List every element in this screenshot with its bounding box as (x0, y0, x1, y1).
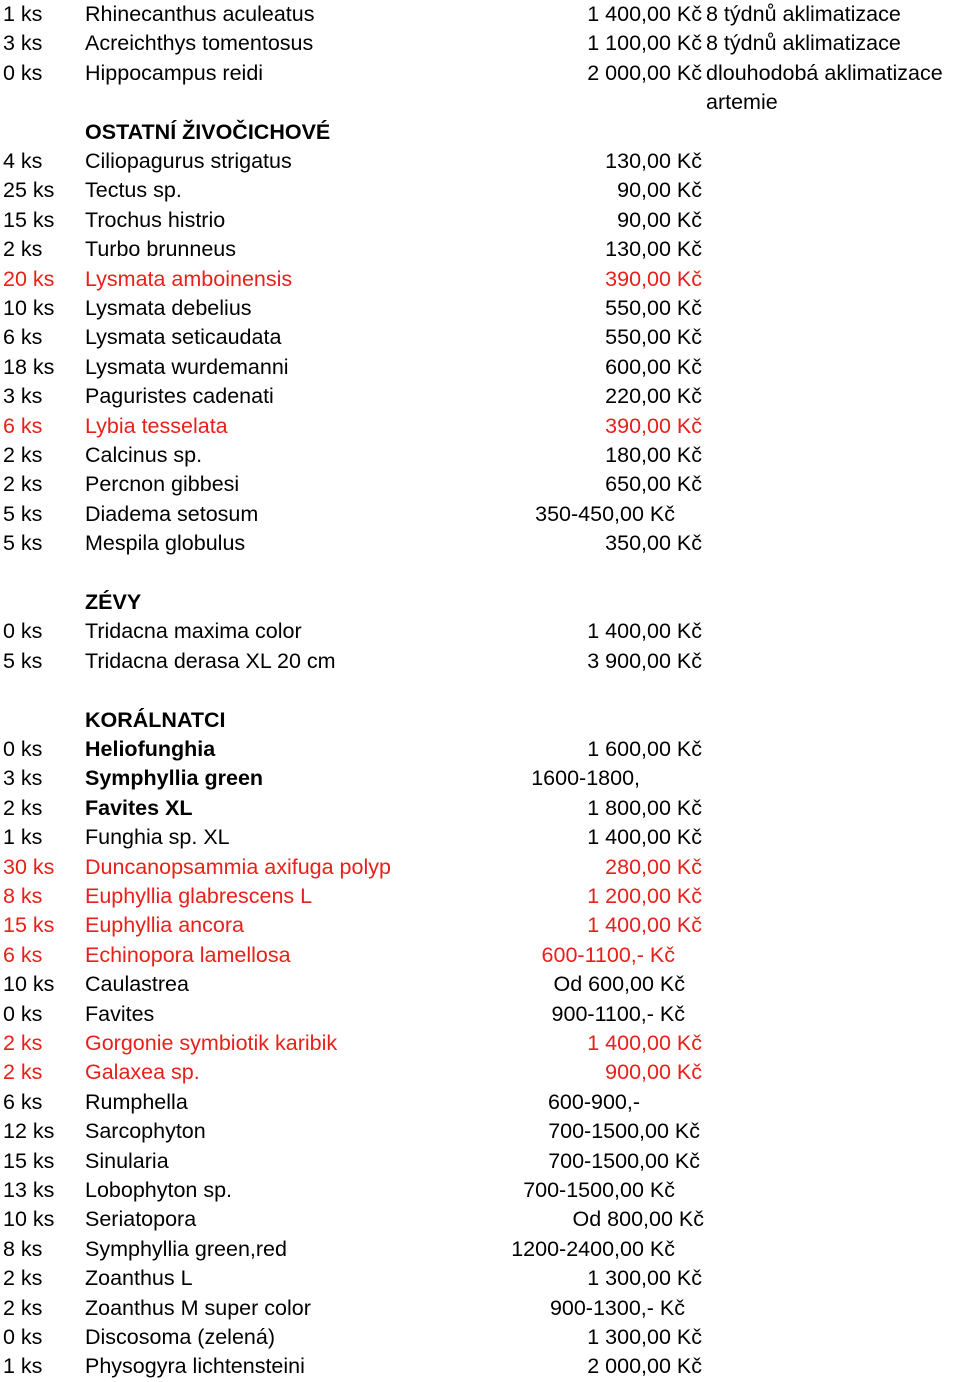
price-cell: 600-900,- (547, 1089, 640, 1114)
product-name-cell: Funghia sp. XL (85, 825, 230, 850)
product-name-cell: Echinopora lamellosa (85, 942, 291, 967)
product-name-cell: Sinularia (85, 1148, 169, 1173)
product-name-cell: Lysmata amboinensis (85, 266, 293, 291)
price-list-row (0, 323, 960, 352)
product-name-cell: Euphyllia ancora (85, 913, 244, 938)
price-cell: 1 400,00 Kč (587, 619, 702, 644)
product-name-cell: Mespila globulus (85, 531, 246, 556)
price-cell: 1600-1800, (531, 766, 640, 791)
price-list-row (0, 853, 960, 882)
price-list-row (0, 1264, 960, 1293)
price-cell: 550,00 Kč (605, 325, 702, 350)
product-name-cell: Ciliopagurus strigatus (85, 149, 292, 173)
price-list-row (0, 882, 960, 911)
product-name-cell: Lysmata debelius (85, 296, 252, 320)
quantity-cell: 4 ks (3, 149, 43, 173)
price-cell: 700-1500,00 Kč (523, 1178, 675, 1202)
quantity-cell: 6 ks (3, 942, 43, 967)
product-name-cell: Rumphella (85, 1089, 188, 1114)
section-heading-row (0, 588, 960, 617)
price-cell: 1 300,00 Kč (587, 1325, 702, 1349)
product-name-cell: Zoanthus L (85, 1266, 193, 1291)
price-list-row (0, 1205, 960, 1234)
quantity-cell: 2 ks (3, 1295, 43, 1320)
quantity-cell: 13 ks (3, 1178, 55, 1202)
product-name-cell: Physogyra lichtensteini (85, 1354, 305, 1379)
quantity-cell: 1 ks (3, 825, 43, 850)
price-list-row (0, 235, 960, 264)
price-cell: 130,00 Kč (605, 149, 702, 173)
quantity-cell: 0 ks (3, 1325, 43, 1349)
price-cell: 600-1100,- Kč (541, 942, 675, 967)
quantity-cell: 3 ks (3, 766, 43, 791)
product-name-cell: Heliofunghia (85, 737, 216, 761)
product-name-cell: Caulastrea (85, 972, 189, 997)
price-cell: 1 300,00 Kč (587, 1266, 702, 1291)
quantity-cell: 25 ks (3, 178, 55, 203)
price-cell: 700-1500,00 Kč (548, 1148, 700, 1173)
product-name-cell: Favites XL (85, 795, 193, 820)
price-cell: 1 600,00 Kč (587, 737, 702, 761)
quantity-cell: 2 ks (3, 1266, 43, 1291)
product-name-cell: Symphyllia green (85, 766, 264, 791)
price-list-row (0, 735, 960, 764)
price-list-row (0, 29, 960, 58)
price-list-row (0, 1117, 960, 1146)
quantity-cell: 2 ks (3, 1060, 43, 1085)
price-cell: 390,00 Kč (605, 413, 702, 438)
price-list-row (0, 1176, 960, 1205)
price-list-row (0, 617, 960, 646)
price-cell: 3 900,00 Kč (587, 648, 702, 673)
price-list-row (0, 941, 960, 970)
price-list-row (0, 353, 960, 382)
note-cell: dlouhodobá aklimatizace (706, 60, 943, 85)
note-cell: 8 týdnů aklimatizace (706, 31, 901, 56)
price-list-row (0, 1088, 960, 1117)
price-cell: 1 800,00 Kč (587, 795, 702, 820)
price-cell: 1 400,00 Kč (587, 825, 702, 850)
product-name-cell: Lybia tesselata (85, 413, 228, 438)
price-cell: 900-1300,- Kč (549, 1295, 685, 1320)
product-name-cell: Galaxea sp. (85, 1060, 200, 1085)
product-name-cell: Duncanopsammia axifuga polyp (85, 854, 391, 879)
price-list-row (0, 1029, 960, 1058)
price-list-row (0, 206, 960, 235)
price-cell: 1 400,00 Kč (587, 913, 702, 938)
quantity-cell: 6 ks (3, 413, 43, 438)
product-name-cell: Acreichthys tomentosus (85, 31, 314, 56)
price-cell: 350-450,00 Kč (535, 501, 675, 526)
quantity-cell: 8 ks (3, 884, 43, 908)
product-name-cell: Zoanthus M super color (85, 1295, 311, 1320)
price-cell: 1 400,00 Kč (587, 2, 702, 26)
quantity-cell: 2 ks (3, 443, 43, 467)
price-list-row (0, 1058, 960, 1087)
price-list-row (0, 500, 960, 529)
price-cell: 600,00 Kč (605, 354, 702, 379)
quantity-cell: 30 ks (3, 854, 55, 879)
price-list-row (0, 176, 960, 205)
price-cell: Od 800,00 Kč (572, 1207, 704, 1232)
quantity-cell: 3 ks (3, 31, 43, 56)
quantity-cell: 15 ks (3, 1148, 55, 1173)
section-heading: KORÁLNATCI (85, 707, 226, 732)
product-name-cell: Trochus histrio (85, 207, 226, 232)
price-cell: 700-1500,00 Kč (548, 1119, 700, 1144)
quantity-cell: 0 ks (3, 737, 43, 761)
product-name-cell: Calcinus sp. (85, 443, 203, 467)
quantity-cell: 0 ks (3, 60, 43, 85)
quantity-cell: 12 ks (3, 1119, 55, 1144)
price-list-row (0, 147, 960, 176)
product-name-cell: Sarcophyton (85, 1119, 206, 1144)
price-list-row (0, 294, 960, 323)
product-name-cell: Diadema setosum (85, 501, 259, 526)
price-list-row (0, 764, 960, 793)
quantity-cell: 15 ks (3, 913, 55, 938)
product-name-cell: Lysmata seticaudata (85, 325, 282, 350)
product-name-cell: Turbo brunneus (85, 237, 236, 262)
price-cell: 180,00 Kč (605, 443, 702, 467)
price-cell: 900,00 Kč (605, 1060, 702, 1085)
quantity-cell: 10 ks (3, 972, 55, 997)
section-heading-row (0, 706, 960, 735)
price-cell: 650,00 Kč (605, 472, 702, 497)
price-cell: 90,00 Kč (617, 207, 702, 232)
quantity-cell: 0 ks (3, 619, 43, 644)
price-list-row (0, 59, 960, 88)
quantity-cell: 8 ks (3, 1236, 43, 1261)
price-cell: 2 000,00 Kč (587, 1354, 702, 1379)
quantity-cell: 10 ks (3, 1207, 55, 1232)
price-cell: 90,00 Kč (617, 178, 702, 203)
price-cell: 1200-2400,00 Kč (511, 1236, 675, 1261)
price-list-row (0, 382, 960, 411)
note-cell: 8 týdnů aklimatizace (706, 2, 901, 26)
price-list-row (0, 794, 960, 823)
note-cell: artemie (706, 90, 778, 115)
product-name-cell: Favites (85, 1001, 155, 1026)
price-cell: 900-1100,- Kč (551, 1001, 685, 1026)
quantity-cell: 10 ks (3, 296, 55, 320)
price-list-row (0, 1323, 960, 1352)
price-cell: 550,00 Kč (605, 296, 702, 320)
quantity-cell: 5 ks (3, 501, 43, 526)
product-name-cell: Rhinecanthus aculeatus (85, 2, 315, 26)
price-cell: 1 400,00 Kč (587, 1031, 702, 1055)
product-name-cell: Tectus sp. (85, 178, 182, 203)
product-name-cell: Lysmata wurdemanni (85, 354, 289, 379)
price-list-row (0, 823, 960, 852)
product-name-cell: Seriatopora (85, 1207, 197, 1232)
quantity-cell: 20 ks (3, 266, 55, 291)
price-cell: 1 200,00 Kč (587, 884, 702, 908)
price-list-row (0, 1235, 960, 1264)
price-list-row (0, 970, 960, 999)
price-cell: 390,00 Kč (605, 266, 702, 291)
section-heading: ZÉVY (85, 590, 142, 614)
price-list-row (0, 1294, 960, 1323)
product-name-cell: Symphyllia green,red (85, 1236, 287, 1261)
price-cell: 350,00 Kč (605, 531, 702, 556)
product-name-cell: Tridacna derasa XL 20 cm (85, 648, 336, 673)
price-cell: 280,00 Kč (605, 854, 702, 879)
price-list-row (0, 911, 960, 940)
quantity-cell: 5 ks (3, 648, 43, 673)
product-name-cell: Gorgonie symbiotik karibik (85, 1031, 338, 1055)
price-cell: Od 600,00 Kč (553, 972, 685, 997)
price-cell: 1 100,00 Kč (587, 31, 702, 56)
price-list-row (0, 470, 960, 499)
product-name-cell: Tridacna maxima color (85, 619, 302, 644)
price-list-row (0, 1147, 960, 1176)
quantity-cell: 2 ks (3, 472, 43, 497)
quantity-cell: 1 ks (3, 2, 43, 26)
quantity-cell: 3 ks (3, 384, 43, 409)
quantity-cell: 18 ks (3, 354, 55, 379)
price-list-row (0, 647, 960, 676)
price-cell: 220,00 Kč (605, 384, 702, 409)
price-list-row (0, 88, 960, 117)
quantity-cell: 6 ks (3, 1089, 43, 1114)
quantity-cell: 2 ks (3, 1031, 43, 1055)
quantity-cell: 2 ks (3, 795, 43, 820)
product-name-cell: Percnon gibbesi (85, 472, 240, 497)
price-list-row (0, 529, 960, 558)
quantity-cell: 1 ks (3, 1354, 43, 1379)
price-list-row (0, 1352, 960, 1381)
price-list-row (0, 1000, 960, 1029)
product-name-cell: Lobophyton sp. (85, 1178, 233, 1202)
price-cell: 130,00 Kč (605, 237, 702, 262)
section-heading: OSTATNÍ ŽIVOČICHOVÉ (85, 119, 331, 144)
quantity-cell: 15 ks (3, 207, 55, 232)
product-name-cell: Euphyllia glabrescens L (85, 884, 313, 908)
section-heading-row (0, 118, 960, 147)
quantity-cell: 0 ks (3, 1001, 43, 1026)
price-list-row (0, 265, 960, 294)
price-list-row (0, 441, 960, 470)
quantity-cell: 6 ks (3, 325, 43, 350)
price-list-row (0, 0, 960, 29)
product-name-cell: Paguristes cadenati (85, 384, 274, 409)
quantity-cell: 2 ks (3, 237, 43, 262)
quantity-cell: 5 ks (3, 531, 43, 556)
price-cell: 2 000,00 Kč (587, 60, 702, 85)
product-name-cell: Hippocampus reidi (85, 60, 264, 85)
price-list-row (0, 412, 960, 441)
product-name-cell: Discosoma (zelená) (85, 1325, 275, 1349)
